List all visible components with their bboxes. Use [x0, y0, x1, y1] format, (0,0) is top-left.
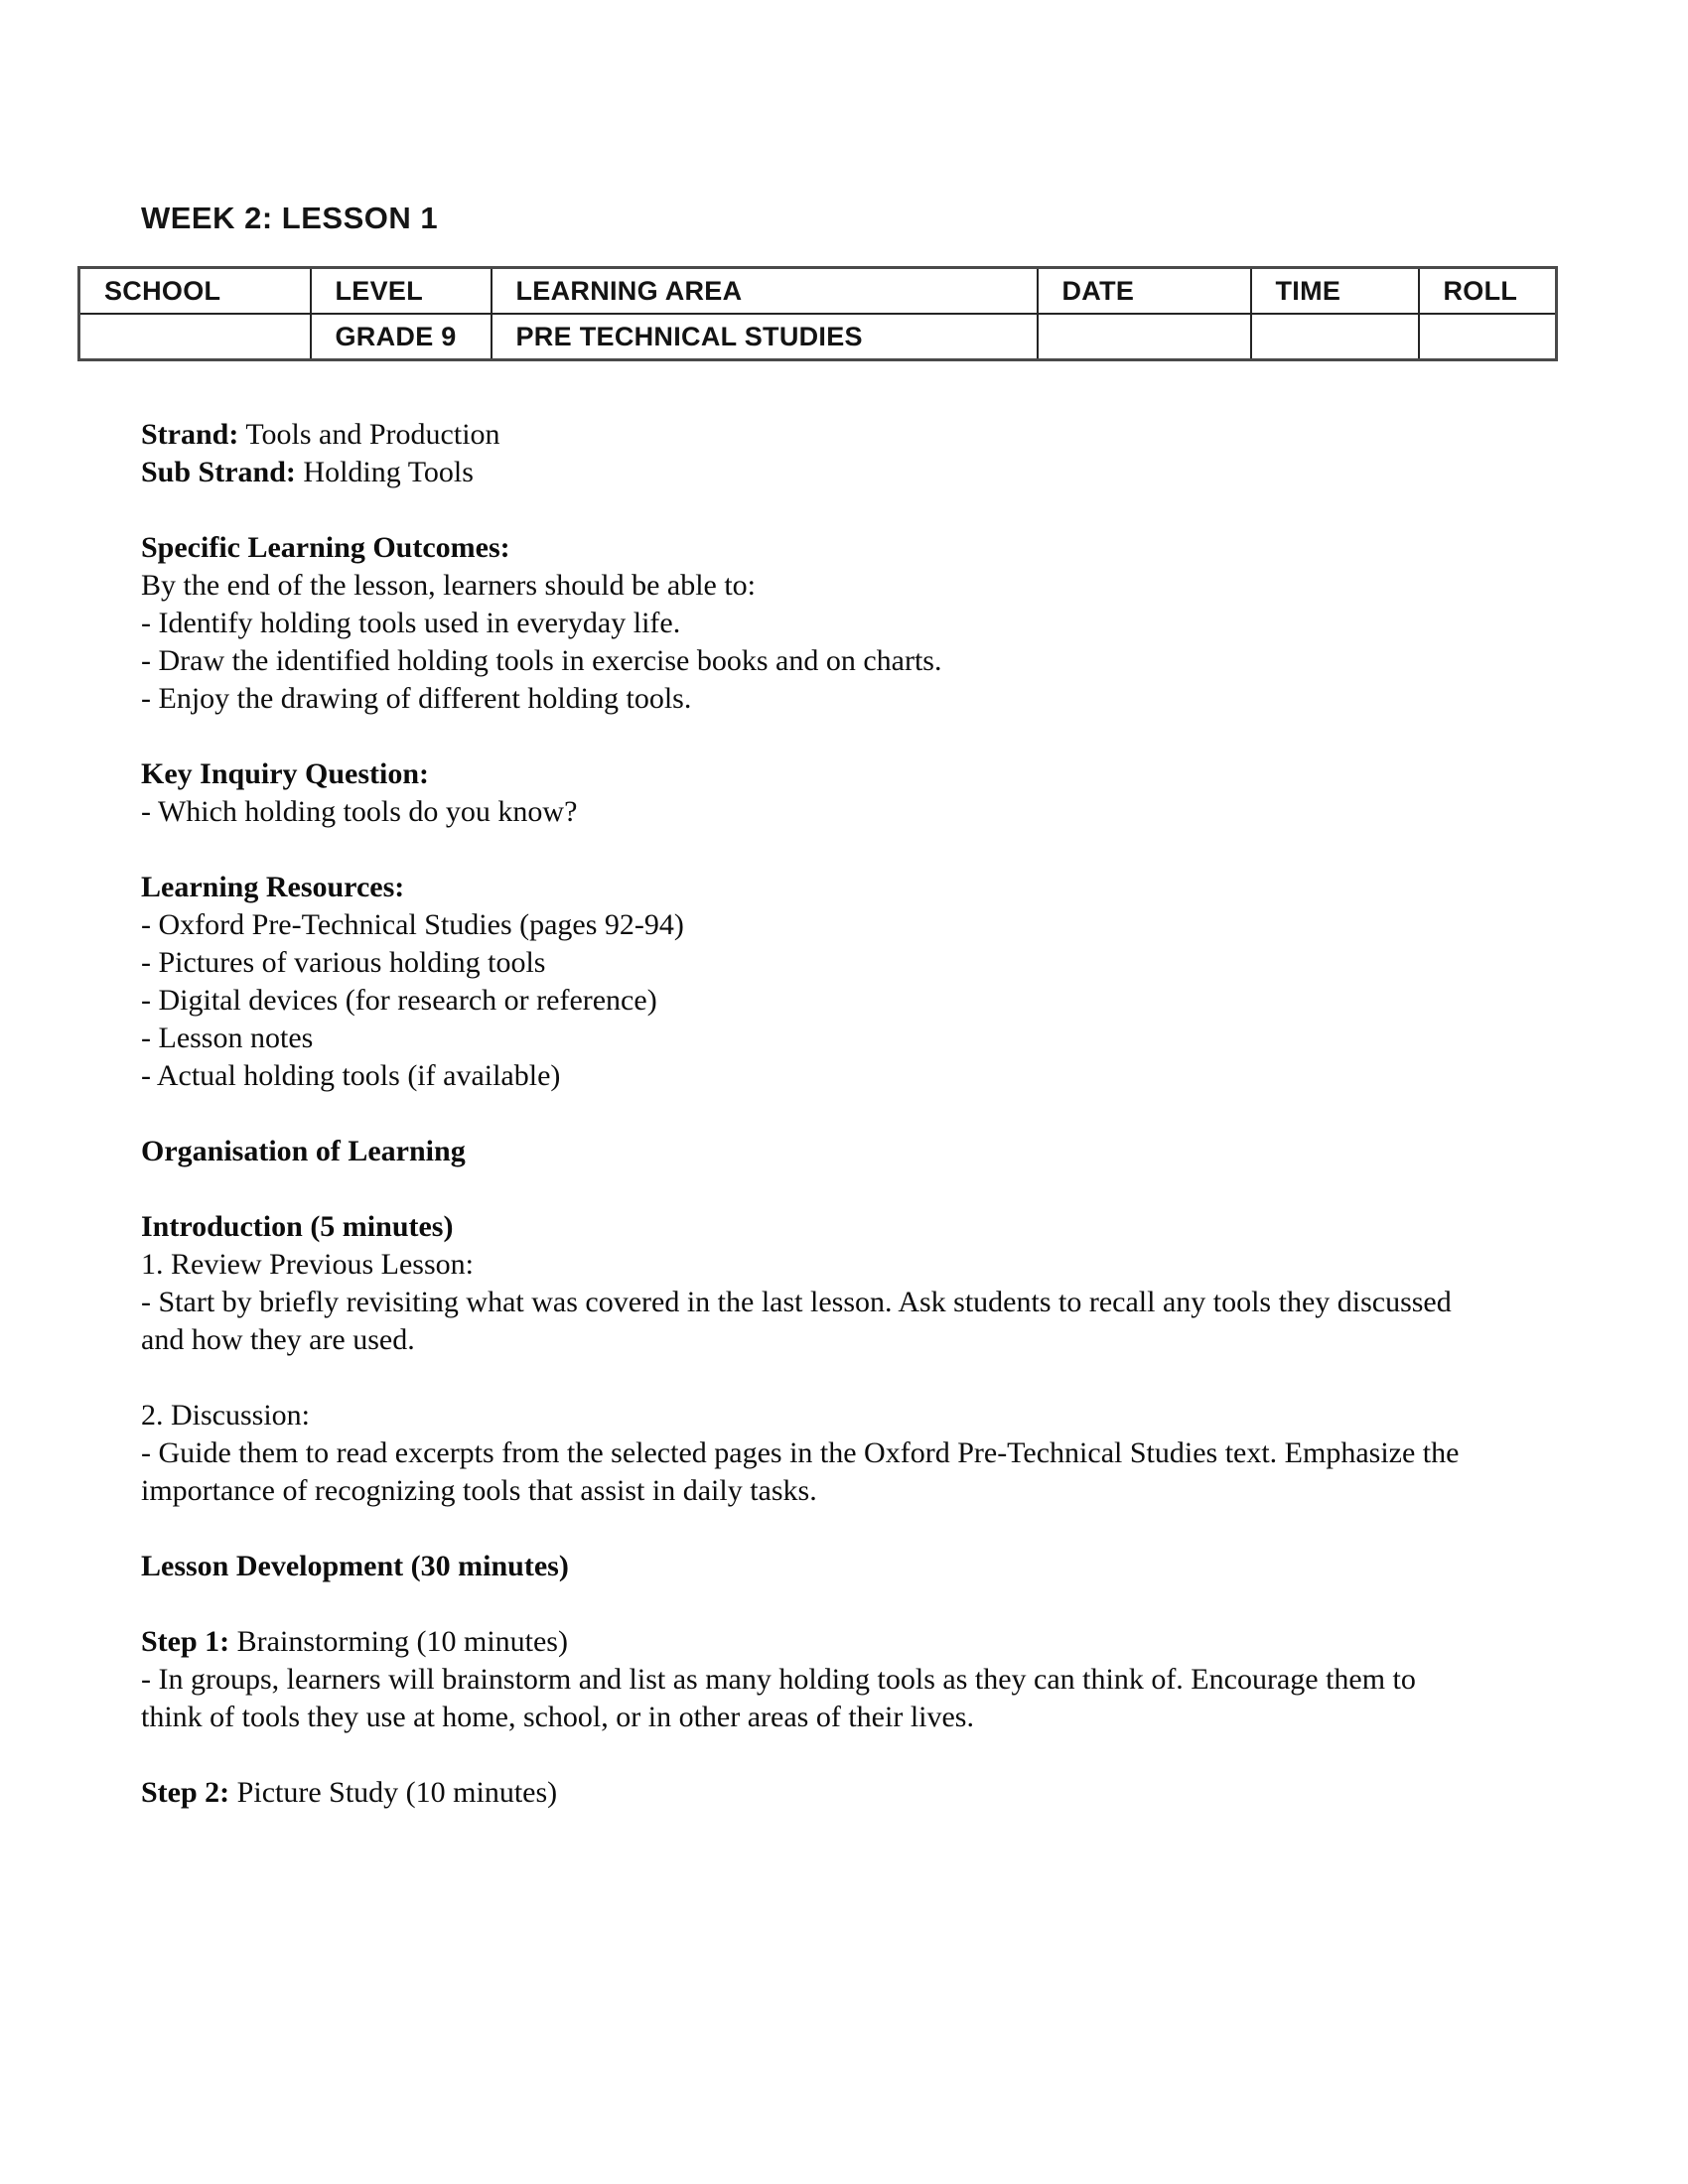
review-previous-lesson-body: - Start by briefly revisiting what was covered in the last lesson. Ask students to recall any tools they discussed and how they are used.	[141, 1286, 1452, 1356]
cell-school	[79, 314, 311, 360]
resources-item: - Lesson notes	[141, 1022, 314, 1054]
discussion-title: 2. Discussion:	[141, 1399, 311, 1432]
organisation-heading: Organisation of Learning	[141, 1135, 466, 1167]
document-body	[141, 416, 1477, 1812]
introduction-heading: Introduction (5 minutes)	[141, 1210, 454, 1243]
lesson-info-table	[77, 266, 1558, 361]
header-learning-area: LEARNING AREA	[492, 268, 1038, 315]
resources-item: - Digital devices (for research or reference)	[141, 984, 657, 1017]
sub-strand-label: Sub Strand:	[141, 456, 296, 488]
sub-strand-text: Holding Tools	[295, 456, 474, 488]
strand-text: Tools and Production	[238, 418, 500, 451]
resources-item: - Oxford Pre-Technical Studies (pages 92-94)	[141, 908, 684, 941]
organisation-section	[141, 1133, 1477, 1170]
resources-heading: Learning Resources:	[141, 871, 405, 903]
outcomes-item: - Draw the identified holding tools in exercise books and on charts.	[141, 644, 942, 677]
step1-body: - In groups, learners will brainstorm and list as many holding tools as they can think of. Encourage them to think of tools they use at home, school, or in other areas of their lives.	[141, 1663, 1416, 1733]
table-header-row	[79, 268, 1557, 315]
outcomes-intro: By the end of the lesson, learners should be able to:	[141, 569, 757, 602]
review-previous-lesson-title: 1. Review Previous Lesson:	[141, 1248, 474, 1281]
header-date: DATE	[1038, 268, 1251, 315]
discussion-section	[141, 1397, 1477, 1510]
resources-item: - Pictures of various holding tools	[141, 946, 546, 979]
outcomes-item: - Enjoy the drawing of different holding tools.	[141, 682, 692, 715]
cell-date	[1038, 314, 1251, 360]
cell-learning-area: PRE TECHNICAL STUDIES	[492, 314, 1038, 360]
step2-title	[141, 1774, 1477, 1812]
cell-time	[1251, 314, 1419, 360]
header-level: LEVEL	[311, 268, 492, 315]
outcomes-heading: Specific Learning Outcomes:	[141, 531, 510, 564]
key-inquiry-heading: Key Inquiry Question:	[141, 757, 430, 790]
lesson-development-section	[141, 1548, 1477, 1585]
discussion-body: - Guide them to read excerpts from the selected pages in the Oxford Pre-Technical Studies text. Emphasize the importance of recognizing tools that assist in daily tasks.	[141, 1436, 1460, 1507]
resources-section	[141, 869, 1477, 1095]
key-inquiry-item: - Which holding tools do you know?	[141, 795, 578, 828]
table-data-row	[79, 314, 1557, 360]
key-inquiry-section	[141, 755, 1477, 831]
resources-item: - Actual holding tools (if available)	[141, 1059, 561, 1092]
step1-label: Step 1:	[141, 1625, 230, 1658]
step1-section	[141, 1623, 1477, 1736]
sub-strand-line	[141, 454, 1477, 491]
step2-label: Step 2:	[141, 1776, 230, 1809]
outcomes-item: - Identify holding tools used in everyday life.	[141, 607, 681, 639]
header-school: SCHOOL	[79, 268, 311, 315]
outcomes-section	[141, 529, 1477, 718]
step2-section	[141, 1774, 1477, 1812]
introduction-section	[141, 1208, 1477, 1359]
lesson-development-heading: Lesson Development (30 minutes)	[141, 1550, 569, 1582]
cell-level: GRADE 9	[311, 314, 492, 360]
cell-roll	[1419, 314, 1557, 360]
header-roll: ROLL	[1419, 268, 1557, 315]
strand-section	[141, 416, 1477, 491]
header-time: TIME	[1251, 268, 1419, 315]
strand-line	[141, 416, 1477, 454]
step1-text: Brainstorming (10 minutes)	[229, 1625, 568, 1658]
page-title: WEEK 2: LESSON 1	[141, 201, 439, 235]
step1-title	[141, 1623, 1477, 1661]
strand-label: Strand:	[141, 418, 239, 451]
step2-text: Picture Study (10 minutes)	[229, 1776, 558, 1809]
